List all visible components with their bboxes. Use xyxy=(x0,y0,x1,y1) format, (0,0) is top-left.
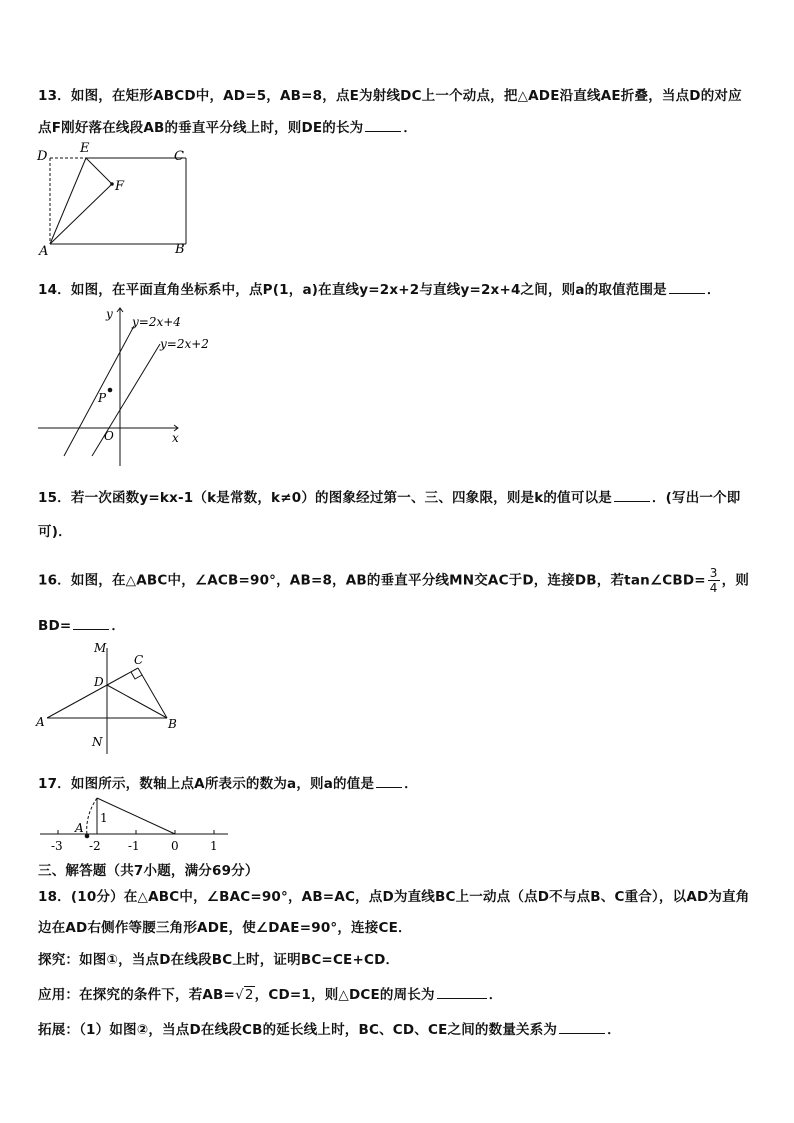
section-3-heading: 三、解答题（共7小题，满分69分） xyxy=(38,863,259,879)
q13-label-b: B xyxy=(175,242,185,257)
q13-label-f: F xyxy=(115,179,125,194)
q18-text-line1: 18．(10分）在△ABC中，∠BAC=90°，AB=AC，点D为直线BC上一动点（点D不与点B、C重合），以AD为直角 xyxy=(38,889,750,905)
q17-arc xyxy=(87,798,97,835)
q17-tick-label-0: 0 xyxy=(171,839,179,853)
q18-sqrt: √2 xyxy=(235,987,254,1003)
q13-text-line1: 13．如图，在矩形ABCD中，AD=5，AB=8，点E为射线DC上一个动点，把△ADE沿直线AE折叠，当点D的对应 xyxy=(38,88,742,104)
q13-label-a: A xyxy=(39,244,49,259)
q16-segment-ac xyxy=(47,668,138,718)
q16-label-b: B xyxy=(168,717,177,731)
q14-point-p xyxy=(108,388,113,393)
q16-answer-blank[interactable] xyxy=(73,629,109,630)
q16-label-n: N xyxy=(92,735,103,749)
q16-text-line2: BD= ． xyxy=(38,618,126,634)
q13-label-e: E xyxy=(80,141,90,156)
q13-label-d: D xyxy=(37,149,48,164)
q15-answer-blank[interactable] xyxy=(614,501,650,502)
q18-answer-blank-relation[interactable] xyxy=(559,1033,605,1034)
q14-label-o: O xyxy=(104,429,114,443)
q14-answer-blank[interactable] xyxy=(669,293,705,294)
q14-label-p: P xyxy=(98,391,107,405)
q13-figure-rectangle xyxy=(34,140,194,258)
q17-tick-label-m1: -1 xyxy=(128,839,140,853)
q18-text-line5: 拓展：（1）如图②，当点D在线段CB的延长线上时，BC、CD、CE之间的数量关系为 ． xyxy=(38,1022,621,1038)
q15-text-line2: 可)． xyxy=(38,524,72,540)
q15-text-line1: 15．若一次函数y=kx-1（k是常数，k≠0）的图象经过第一、三、四象限，则是k的值可以是 ．(写出一个即 xyxy=(38,490,741,506)
q14-figure-coordinate-plane xyxy=(36,302,209,472)
q18-text-line3: 探究：如图①，当点D在线段BC上时，证明BC=CE+CD． xyxy=(38,952,400,968)
q14-label-line1: y=2x+4 xyxy=(132,315,181,329)
q16-label-a: A xyxy=(36,715,45,729)
q17-point-a xyxy=(85,834,90,839)
q17-tick-label-m3: -3 xyxy=(51,839,63,853)
q16-label-m: M xyxy=(94,641,107,655)
q14-text: 14．如图，在平面直角坐标系中，点P(1，a)在直线y=2x+2与直线y=2x+4之间，则a的取值范围是 ． xyxy=(38,282,721,298)
q17-tick-label-1: 1 xyxy=(210,839,218,853)
q17-label-a: A xyxy=(75,821,84,835)
q17-tick-label-m2: -2 xyxy=(89,839,101,853)
q17-answer-blank[interactable] xyxy=(376,787,402,788)
q18-answer-blank-perimeter[interactable] xyxy=(437,998,487,999)
q16-label-c: C xyxy=(134,653,144,667)
q16-right-angle-mark xyxy=(131,672,142,679)
q13-text-line2: 点F刚好落在线段AB的垂直平分线上时，则DE的长为 ． xyxy=(38,120,418,136)
q17-label-one: 1 xyxy=(100,811,108,825)
q13-segment-af xyxy=(50,184,112,244)
q14-label-y: y xyxy=(106,307,113,321)
q14-label-x: x xyxy=(172,431,179,445)
q16-figure-triangle xyxy=(34,638,184,756)
q17-text: 17．如图所示，数轴上点A所表示的数为a，则a的值是 ． xyxy=(38,776,418,792)
q17-figure-number-line xyxy=(38,792,230,854)
q17-hypotenuse xyxy=(97,798,175,834)
q18-text-line4: 应用：在探究的条件下，若AB=√2，CD=1，则△DCE的周长为 ． xyxy=(38,987,503,1003)
q16-fraction: $\frac{3}{4}$ xyxy=(709,566,718,595)
q13-point-f xyxy=(110,182,114,186)
q14-label-line2: y=2x+2 xyxy=(160,337,209,351)
q13-segment-ef xyxy=(86,158,112,184)
q18-text-line2: 边在AD右侧作等腰三角形ADE，使∠DAE=90°，连接CE． xyxy=(38,920,412,936)
q16-label-d: D xyxy=(94,675,104,689)
q13-segment-ae xyxy=(50,158,86,244)
q13-label-c: C xyxy=(174,149,184,164)
q13-answer-blank[interactable] xyxy=(365,131,401,132)
q16-text: 16．如图，在△ABC中，∠ACB=90°，AB=8，AB的垂直平分线MN交AC于D，连接DB，若tan∠CBD= $\frac{3}{4}$ ，则 xyxy=(38,566,750,595)
